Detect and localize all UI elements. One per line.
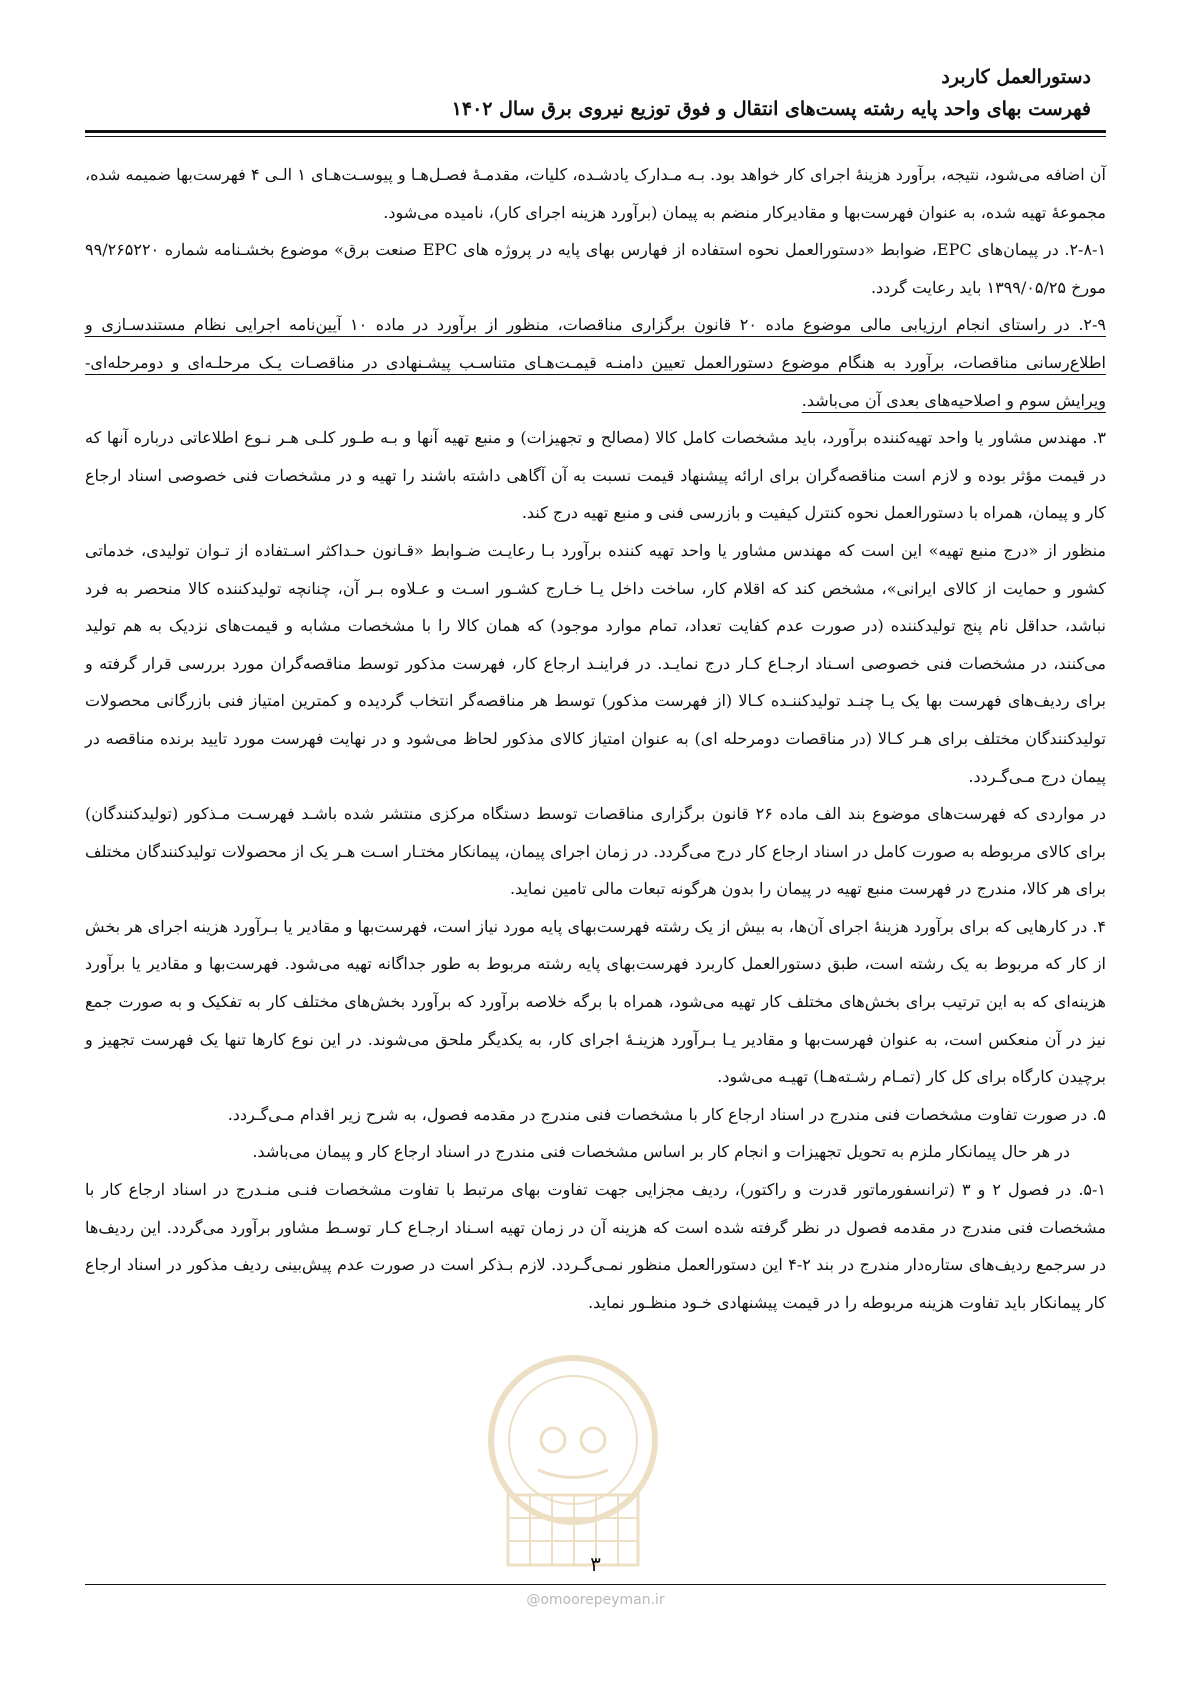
document-subtitle: فهرست بهای واحد پایه رشته پست‌های انتقال و فوق توزیع نیروی برق سال ۱۴۰۲ [451, 98, 1091, 120]
header-rule-thin [85, 136, 1106, 137]
paragraph-3-article-26: در مواردی که فهرست‌های موضوع بند الف ماده ۲۶ قانون برگزاری مناقصات توسط دستگاه مرکزی منتشر شده باشـد فهرسـت مـذکور (تولیدکنندگان) برای کالای مربوطه به صورت کامل در اسناد ارجاع کار درج می‌گردد. در زمان اجرای پیمان، پیمانکار مختـار اسـت هـر یک از محصولات تولیدکنندگان مختلف برای هر کالا، مندرج در فهرست منبع تهیه در پیمان را بدون هرگونه تبعات مالی تامین نماید. [85, 804, 1106, 899]
page-header [100, 60, 1091, 124]
paragraph-2-8-1: ۲-۸-۱. در پیمان‌های EPC، ضوابط «دستورالعمل نحوه استفاده از فهارس بهای پایه در پروژه های EPC صنعت برق» موضوع بخشـنامه شماره ۹۹/۲۶۵۲۲۰ مورخ ۱۳۹۹/۰۵/۲۵ باید رعایت گردد. [85, 240, 1107, 297]
footer-rule [85, 1584, 1106, 1585]
paragraph-2-9: ۲-۹. در راستای انجام ارزیابی مالی موضوع ماده ۲۰ قانون برگزاری مناقصات، منظور از برآورد در ماده ۱۰ آیین‌نامه اجرایی نظام مستندسـازی و اطلاع‌رسانی مناقصات، برآورد به هنگام موضوع دستورالعمل تعیین دامنـه قیمـت‌هـای متناسـب پیشـنهادی در مناقصـات یـک مرحلـه‌ای و دومرحله‌ای- ویرایش سوم و اصلاحیه‌های بعدی آن می‌باشد. [85, 315, 1106, 410]
paragraph-5-1: ۵-۱. در فصول ۲ و ۳ (ترانسفورماتور قدرت و راکتور)، ردیف مجزایی جهت تفاوت بهای مرتبط با تفاوت مشخصات فنـی منـدرج در اسناد ارجاع کار با مشخصات فنی مندرج در مقدمه فصول در نظر گرفته شده است که هزینه آن در زمان تهیه اسـناد ارجـاع کـار توسـط مشاور برآورد می‌گردد. این ردیف‌ها در سرجمع ردیف‌های ستاره‌دار مندرج در بند ۲-۴ این دستورالعمل منظور نمـی‌گـردد. لازم بـذکر است در صورت عدم پیش‌بینی ردیف مذکور در اسناد ارجاع کار پیمانکار باید تفاوت هزینه مربوطه را در قیمت پیشنهادی خـود منظـور نماید. [85, 1180, 1107, 1312]
paragraph-3: ۳. مهندس مشاور یا واحد تهیه‌کننده برآورد، باید مشخصات کامل کالا (مصالح و تجهیزات) و منبع تهیه آنها و بـه طـور کلـی هـر نـوع اطلاعاتی درباره آنها که در قیمت مؤثر بوده و لازم است مناقصه‌گران برای ارائه پیشنهاد قیمت نسبت به آن آگاهی داشته باشند را تهیه و در مشخصات فنی خصوصی اسناد ارجاع کار و پیمان، همراه با دستورالعمل نحوه کنترل کیفیت و بازرسی فنی و منبع تهیه درج کند. [85, 428, 1107, 523]
paragraph-5: ۵. در صورت تفاوت مشخصات فنی مندرج در اسناد ارجاع کار با مشخصات فنی مندرج در مقدمه فصول، به شرح زیر اقدام مـی‌گـردد. [227, 1104, 1106, 1124]
paragraph-5-note: در هر حال پیمانکار ملزم به تحویل تجهیزات و انجام کار بر اساس مشخصات فنی مندرج در اسناد ارجاع کار و پیمان می‌باشد. [252, 1142, 1070, 1162]
watermark-text: @omoorepeyman.ir [526, 1592, 665, 1608]
paragraph-3-source: منظور از «درج منبع تهیه» این است که مهندس مشاور یا واحد تهیه کننده برآورد بـا رعایـت ضـوابط «قـانون حـداکثر اسـتفاده از تـوان تولیدی، خدماتی کشور و حمایت از کالای ایرانی»، مشخص کند که اقلام کار، ساخت داخل یـا خـارج کشـور اسـت و عـلاوه بـر آن، چنانچه تولیدکننده کالا منحصر به فرد نباشد، حداقل نام پنج تولیدکننده (در صورت عدم کفایت تعداد، تمام موارد موجود) که همان کالا را با مشخصات مشابه و قیمت‌های نزدیک به هم تولید می‌کنند، در مشخصات فنی خصوصی اسـناد ارجـاع کـار درج نمایـد. در فراینـد ارجاع کار، فهرست مذکور توسط مناقصه‌گران مورد بررسی قرار گرفته و برای ردیف‌های فهرست بها یک یـا چنـد تولیدکننـده کـالا (از فهرست مذکور) توسط هر مناقصه‌گر انتخاب گردیده و کمترین امتیاز فنی بازرگانی محصولات تولیدکنندگان مختلف برای هـر کـالا (در مناقصات دومرحله ای) به عنوان امتیاز کالای مذکور لحاظ می‌شود و در نهایت فهرست مورد تایید برنده مناقصه در پیمان درج مـی‌گـردد. [85, 540, 1107, 786]
paragraph-intro-continuation: آن اضافه می‌شود، نتیجه، برآورد هزینهٔ اجرای کار خواهد بود. بـه مـدارک یادشـده، کلیات، مقدمـهٔ فصـل‌هـا و پیوسـت‌هـای ۱ الـی ۴ فهرست‌بها ضمیمه شده، مجموعهٔ تهیه شده، به عنوان فهرست‌بها و مقادیرکار منضم به پیمان (برآورد هزینه اجرای کار)، نامیده می‌شود. [85, 165, 1106, 222]
page-number: ۳ [590, 1552, 601, 1576]
header-rule-thick [85, 130, 1106, 133]
document-title: دستورالعمل کاربرد [941, 66, 1091, 88]
paragraph-4: ۴. در کارهایی که برای برآورد هزینهٔ اجرای آن‌ها، به بیش از یک رشته فهرست‌بهای پایه مورد نیاز است، فهرست‌بها و مقادیر یا بـرآورد هزینه اجرای هر بخش از کار که مربوط به یک رشته است، طبق دستورالعمل کاربرد فهرست‌بهای پایه رشته مربوط به طور جداگانه تهیه می‌شود. فهرست‌بها و مقادیر یا برآورد هزینه‌ای که به این ترتیب برای بخش‌های مختلف کار تهیه می‌شود، همراه با برگه خلاصه برآورد که برآورد بخش‌های مختلف کار به تفکیک و به صورت جمع نیز در آن منعکس است، به عنوان فهرست‌بها و مقادیر یـا بـرآورد هزینـهٔ اجرای کار، به یکدیگر ملحق می‌شوند. در این نوع کارها تنها یک فهرست تجهیز و برچیدن کارگاه برای کل کار (تمـام رشـته‌هـا) تهیـه می‌شود. [85, 916, 1107, 1087]
document-body [85, 156, 1106, 1321]
seal-watermark-icon [478, 1345, 668, 1575]
